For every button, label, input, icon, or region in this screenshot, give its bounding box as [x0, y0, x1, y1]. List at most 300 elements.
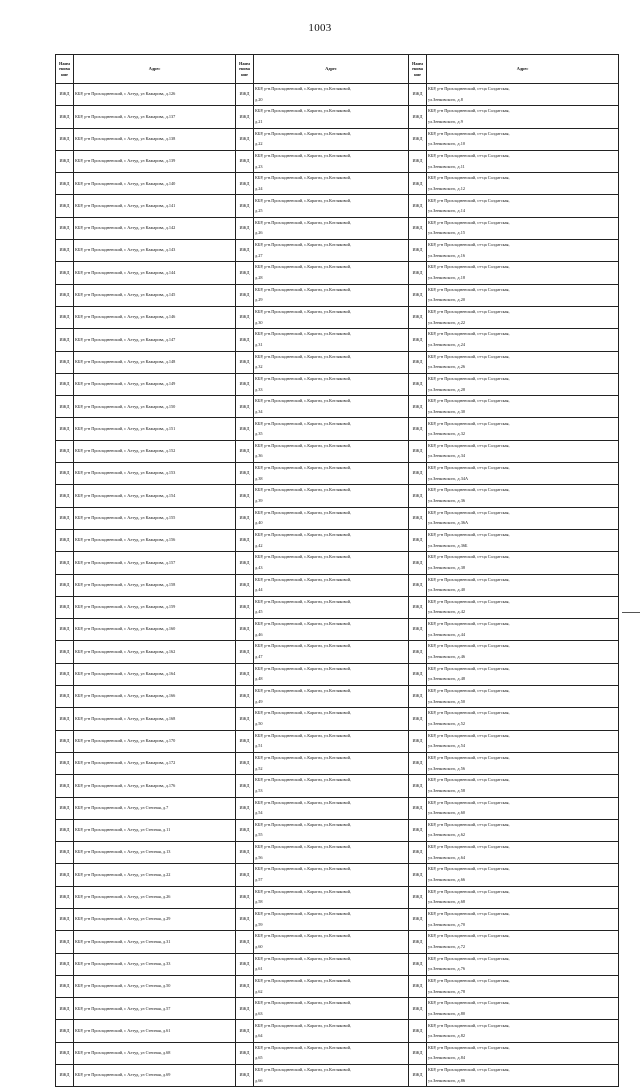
kind-cell: ИЖД: [409, 306, 427, 328]
address-cell: [254, 373, 409, 395]
table-row: [56, 1020, 619, 1042]
table-row: [56, 195, 619, 217]
table-row: [56, 596, 619, 618]
address-cell: КБР, р-н Прохладненский, с Алтуд, ул Кажарова, д.164: [74, 663, 236, 685]
address-cell-line-1: КБР, р-н.Прохладненский, с.Карагач, ул.Котляковой,: [255, 754, 352, 760]
address-cell-line-1: КБР, р-н.Прохладненский, с.Карагач, ул.Котляковой,: [255, 531, 352, 537]
kind-cell: ИЖД: [236, 440, 254, 462]
kind-cell: ИЖД: [56, 306, 74, 328]
header-address-3: Адрес: [427, 55, 619, 84]
address-cell-line-1: КБР, р-н Прохладненский, ст-ца Солдатская,: [428, 531, 510, 537]
address-cell-line-1: КБР, р-н Прохладненский, ст-ца Солдатская,: [428, 130, 510, 136]
address-cell-line-1: КБР, р-н.Прохладненский, с.Карагач, ул.Котляковой,: [255, 219, 352, 225]
address-cell-line-2: д.20: [255, 96, 263, 102]
kind-cell: ИЖД: [409, 1065, 427, 1087]
kind-cell: ИЖД: [409, 708, 427, 730]
address-cell-line-2: д.52: [255, 765, 263, 771]
address-cell-line-1: КБР, р-н Прохладненский, ст-ца Солдатская,: [428, 665, 510, 671]
address-cell-line-2: ул.Зенковского, д.26: [428, 364, 465, 370]
kind-cell: ИЖД: [56, 908, 74, 930]
table-row: [56, 396, 619, 418]
table-row: [56, 775, 619, 797]
address-cell: [427, 931, 619, 953]
address-cell: КБР, р-н Прохладненский, с Алтуд, ул Степная, д.61: [74, 1020, 236, 1042]
address-cell: [254, 1065, 409, 1087]
address-cell: [254, 173, 409, 195]
address-cell-line-1: КБР, р-н.Прохладненский, с.Карагач, ул.Котляковой,: [255, 309, 352, 315]
kind-cell: ИЖД: [409, 217, 427, 239]
address-cell-line-1: КБР, р-н Прохладненский, ст-ца Солдатская,: [428, 688, 510, 694]
table-row: [56, 106, 619, 128]
address-cell-line-1: КБР, р-н Прохладненский, ст-ца Солдатская,: [428, 509, 510, 515]
address-cell: [254, 730, 409, 752]
kind-cell: ИЖД: [56, 463, 74, 485]
address-cell: КБР, р-н Прохладненский, с Алтуд, ул Кажарова, д.152: [74, 440, 236, 462]
kind-cell: ИЖД: [409, 864, 427, 886]
kind-cell: ИЖД: [236, 953, 254, 975]
address-cell-line-1: КБР, р-н.Прохладненский, с.Карагач, ул.Котляковой,: [255, 331, 352, 337]
address-cell: КБР, р-н Прохладненский, с Алтуд, ул Кажарова, д.140: [74, 173, 236, 195]
address-cell: КБР, р-н Прохладненский, с Алтуд, ул Степная, д.29: [74, 908, 236, 930]
address-cell: [254, 440, 409, 462]
address-cell-line-1: КБР, р-н.Прохладненский, с.Карагач, ул.Котляковой,: [255, 732, 352, 738]
kind-cell: ИЖД: [236, 106, 254, 128]
table-row: [56, 529, 619, 551]
address-cell: КБР, р-н Прохладненский, с Алтуд, ул Степная, д.22: [74, 864, 236, 886]
kind-cell: ИЖД: [409, 552, 427, 574]
address-cell-line-1: КБР, р-н Прохладненский, ст-ца Солдатская,: [428, 152, 510, 158]
address-cell-line-2: д.48: [255, 676, 263, 682]
address-cell: [427, 529, 619, 551]
kind-cell: ИЖД: [56, 708, 74, 730]
address-cell: [427, 240, 619, 262]
kind-cell: ИЖД: [56, 842, 74, 864]
address-cell: [427, 128, 619, 150]
table-row: [56, 306, 619, 328]
address-cell-line-1: КБР, р-н.Прохладненский, с.Карагач, ул.Котляковой,: [255, 933, 352, 939]
address-cell: КБР, р-н Прохладненский, с Алтуд, ул Кажарова, д.147: [74, 329, 236, 351]
address-cell-line-1: КБР, р-н.Прохладненский, с.Карагач, ул.Котляковой,: [255, 710, 352, 716]
address-cell: КБР, р-н Прохладненский, с Алтуд, ул Кажарова, д.162: [74, 641, 236, 663]
address-cell: КБР, р-н Прохладненский, с Алтуд, ул Степная, д.31: [74, 931, 236, 953]
address-cell: [254, 842, 409, 864]
kind-cell: ИЖД: [56, 819, 74, 841]
address-cell: [254, 931, 409, 953]
address-cell-line-2: ул.Зенковского, д.80: [428, 1010, 465, 1016]
address-cell: [254, 953, 409, 975]
address-cell: [427, 1065, 619, 1087]
address-cell-line-1: КБР, р-н Прохладненский, ст-ца Солдатская,: [428, 955, 510, 961]
address-cell-line-2: д.24: [255, 185, 263, 191]
address-cell: [427, 329, 619, 351]
address-cell: [427, 173, 619, 195]
kind-cell: ИЖД: [409, 396, 427, 418]
address-cell-line-2: ул.Зенковского, д.62: [428, 832, 465, 838]
address-cell-line-1: КБР, р-н Прохладненский, ст-ца Солдатская,: [428, 1000, 510, 1006]
address-cell-line-1: КБР, р-н.Прохладненский, с.Карагач, ул.Котляковой,: [255, 1000, 352, 1006]
address-cell-line-2: д.49: [255, 698, 263, 704]
address-cell: [427, 217, 619, 239]
kind-cell: ИЖД: [409, 998, 427, 1020]
address-cell-line-2: д.45: [255, 609, 263, 615]
address-cell-line-2: д.63: [255, 1010, 263, 1016]
address-cell-line-1: КБР, р-н Прохладненский, ст-ца Солдатская,: [428, 420, 510, 426]
address-cell-line-2: д.25: [255, 208, 263, 214]
kind-cell: ИЖД: [409, 775, 427, 797]
table-row: [56, 463, 619, 485]
kind-cell: ИЖД: [236, 262, 254, 284]
address-cell: КБР, р-н Прохладненский, с Алтуд, ул Степная, д.50: [74, 975, 236, 997]
address-cell: [254, 641, 409, 663]
address-cell-line-2: д.56: [255, 854, 263, 860]
address-cell-line-2: ул.Зенковского, д.78: [428, 988, 465, 994]
address-cell-line-1: КБР, р-н Прохладненский, ст-ца Солдатская,: [428, 821, 510, 827]
kind-cell: ИЖД: [236, 663, 254, 685]
address-cell: [254, 596, 409, 618]
address-cell-line-1: КБР, р-н Прохладненский, ст-ца Солдатская,: [428, 398, 510, 404]
address-cell: [254, 84, 409, 106]
address-cell-line-2: ул.Зенковского, д.9: [428, 118, 463, 124]
kind-cell: ИЖД: [409, 173, 427, 195]
address-cell: КБР, р-н Прохладненский, с Алтуд, ул Степная, д.57: [74, 998, 236, 1020]
address-cell: КБР, р-н Прохладненский, с Алтуд, ул Кажарова, д.148: [74, 351, 236, 373]
address-cell: [427, 842, 619, 864]
address-cell: КБР, р-н Прохладненский, с Алтуд, ул Кажарова, д.159: [74, 596, 236, 618]
kind-cell: ИЖД: [56, 173, 74, 195]
kind-cell: ИЖД: [236, 1020, 254, 1042]
address-cell: [254, 485, 409, 507]
kind-cell: ИЖД: [56, 596, 74, 618]
address-cell-line-1: КБР, р-н.Прохладненский, с.Карагач, ул.Котляковой,: [255, 688, 352, 694]
address-cell: [254, 217, 409, 239]
address-cell-line-2: д.47: [255, 654, 263, 660]
address-cell: [254, 864, 409, 886]
address-cell-line-2: ул.Зенковского, д.44: [428, 631, 465, 637]
address-cell: [427, 686, 619, 708]
table-row: [56, 663, 619, 685]
address-cell-line-2: д.46: [255, 631, 263, 637]
address-cell-line-2: д.61: [255, 966, 263, 972]
address-cell-line-1: КБР, р-н.Прохладненский, с.Карагач, ул.Котляковой,: [255, 554, 352, 560]
address-cell: [427, 84, 619, 106]
address-cell: [254, 619, 409, 641]
address-cell-line-2: д.22: [255, 141, 263, 147]
address-cell-line-2: д.36: [255, 453, 263, 459]
kind-cell: ИЖД: [409, 596, 427, 618]
kind-cell: ИЖД: [236, 708, 254, 730]
address-cell: [254, 418, 409, 440]
kind-cell: ИЖД: [236, 173, 254, 195]
address-cell-line-1: КБР, р-н.Прохладненский, с.Карагач, ул.Котляковой,: [255, 1067, 352, 1073]
kind-cell: ИЖД: [56, 128, 74, 150]
address-cell: КБР, р-н Прохладненский, с Алтуд, ул Кажарова, д.126: [74, 84, 236, 106]
table-row: [56, 708, 619, 730]
kind-cell: ИЖД: [56, 396, 74, 418]
address-cell-line-2: ул.Зенковского, д.40: [428, 587, 465, 593]
address-cell-line-2: д.32: [255, 364, 263, 370]
address-cell: [254, 529, 409, 551]
table-row: [56, 641, 619, 663]
address-cell-line-2: ул.Зенковского, д.50: [428, 698, 465, 704]
kind-cell: ИЖД: [409, 953, 427, 975]
address-cell-line-2: ул.Зенковского, д.52: [428, 720, 465, 726]
address-cell: КБР, р-н Прохладненский, с Алтуд, ул Степная, д.33: [74, 953, 236, 975]
address-cell: КБР, р-н Прохладненский, с Алтуд, ул Кажарова, д.141: [74, 195, 236, 217]
address-cell-line-2: д.27: [255, 252, 263, 258]
address-cell: [427, 150, 619, 172]
address-cell-line-1: КБР, р-н Прохладненский, ст-ца Солдатская,: [428, 911, 510, 917]
table-row: [56, 173, 619, 195]
address-cell-line-2: ул.Зенковского, д.28: [428, 386, 465, 392]
address-cell-line-2: д.39: [255, 497, 263, 503]
address-cell-line-2: д.33: [255, 386, 263, 392]
kind-cell: ИЖД: [56, 284, 74, 306]
address-cell-line-1: КБР, р-н Прохладненский, ст-ца Солдатская,: [428, 732, 510, 738]
kind-cell: ИЖД: [236, 396, 254, 418]
address-cell-line-1: КБР, р-н Прохладненский, ст-ца Солдатская,: [428, 242, 510, 248]
kind-cell: ИЖД: [409, 730, 427, 752]
kind-cell: ИЖД: [409, 1042, 427, 1064]
address-cell: КБР, р-н Прохладненский, с Алтуд, ул Кажарова, д.170: [74, 730, 236, 752]
address-cell: [427, 886, 619, 908]
kind-cell: ИЖД: [409, 463, 427, 485]
address-cell-line-2: ул.Зенковского, д.34А: [428, 475, 469, 481]
address-cell: КБР, р-н Прохладненский, с Алтуд, ул Кажарова, д.142: [74, 217, 236, 239]
kind-cell: ИЖД: [236, 529, 254, 551]
address-cell-line-1: КБР, р-н Прохладненский, ст-ца Солдатская,: [428, 442, 510, 448]
kind-cell: ИЖД: [409, 529, 427, 551]
kind-cell: ИЖД: [409, 619, 427, 641]
address-cell-line-1: КБР, р-н Прохладненский, ст-ца Солдатская,: [428, 643, 510, 649]
kind-cell: ИЖД: [236, 797, 254, 819]
address-cell: КБР, р-н Прохладненский, с Алтуд, ул Степная, д.7: [74, 797, 236, 819]
address-cell-line-2: д.60: [255, 943, 263, 949]
address-cell-line-2: ул.Зенковского, д.56: [428, 765, 465, 771]
kind-cell: ИЖД: [409, 106, 427, 128]
address-cell: [427, 306, 619, 328]
address-cell-line-1: КБР, р-н.Прохладненский, с.Карагач, ул.Котляковой,: [255, 86, 352, 92]
kind-cell: ИЖД: [236, 775, 254, 797]
address-cell-line-1: КБР, р-н.Прохладненский, с.Карагач, ул.Котляковой,: [255, 175, 352, 181]
address-cell-line-1: КБР, р-н.Прохладненский, с.Карагач, ул.Котляковой,: [255, 643, 352, 649]
kind-cell: ИЖД: [409, 351, 427, 373]
address-cell-line-1: КБР, р-н Прохладненский, ст-ца Солдатская,: [428, 175, 510, 181]
kind-cell: ИЖД: [236, 908, 254, 930]
kind-cell: ИЖД: [236, 641, 254, 663]
table-row: [56, 1065, 619, 1087]
kind-cell: ИЖД: [236, 485, 254, 507]
address-cell-line-2: д.54: [255, 810, 263, 816]
address-cell-line-1: КБР, р-н.Прохладненский, с.Карагач, ул.Котляковой,: [255, 911, 352, 917]
table-row: [56, 373, 619, 395]
address-cell: КБР, р-н Прохладненский, с Алтуд, ул Кажарова, д.138: [74, 128, 236, 150]
address-cell-line-2: ул.Зенковского, д.12: [428, 185, 465, 191]
kind-cell: ИЖД: [236, 596, 254, 618]
address-cell-line-2: д.21: [255, 118, 263, 124]
table-row: [56, 574, 619, 596]
address-cell: КБР, р-н Прохладненский, с Алтуд, ул Кажарова, д.157: [74, 552, 236, 574]
address-cell-line-2: ул.Зенковского, д.82: [428, 1033, 465, 1039]
address-cell: [427, 485, 619, 507]
kind-cell: ИЖД: [409, 1020, 427, 1042]
kind-cell: ИЖД: [409, 440, 427, 462]
address-cell-line-2: д.43: [255, 564, 263, 570]
address-cell: [427, 1042, 619, 1064]
address-cell-line-2: д.62: [255, 988, 263, 994]
address-cell-line-1: КБР, р-н Прохладненский, ст-ца Солдатская,: [428, 710, 510, 716]
kind-cell: ИЖД: [236, 998, 254, 1020]
address-cell-line-1: КБР, р-н.Прохладненский, с.Карагач, ул.Котляковой,: [255, 197, 352, 203]
table-row: [56, 819, 619, 841]
address-cell-line-2: ул.Зенковского, д.68: [428, 899, 465, 905]
table-row: [56, 886, 619, 908]
address-cell-line-2: д.59: [255, 921, 263, 927]
table-row: [56, 440, 619, 462]
kind-cell: ИЖД: [236, 195, 254, 217]
kind-cell: ИЖД: [56, 84, 74, 106]
table-row: [56, 418, 619, 440]
address-cell: КБР, р-н Прохладненский, с Алтуд, ул Кажарова, д.156: [74, 529, 236, 551]
address-cell-line-2: д.38: [255, 475, 263, 481]
address-cell-line-2: ул.Зенковского, д.66: [428, 877, 465, 883]
address-cell-line-1: КБР, р-н Прохладненский, ст-ца Солдатская,: [428, 844, 510, 850]
header-kind-2: Наим енова ние: [236, 55, 254, 84]
address-cell: [254, 574, 409, 596]
address-cell: [254, 708, 409, 730]
address-cell: КБР, р-н Прохладненский, с Алтуд, ул Кажарова, д.150: [74, 396, 236, 418]
kind-cell: ИЖД: [409, 150, 427, 172]
kind-cell: ИЖД: [56, 1065, 74, 1087]
kind-cell: ИЖД: [56, 351, 74, 373]
kind-cell: ИЖД: [56, 864, 74, 886]
address-cell-line-2: ул.Зенковского, д.46: [428, 654, 465, 660]
kind-cell: ИЖД: [56, 529, 74, 551]
address-cell: [254, 306, 409, 328]
kind-cell: ИЖД: [409, 931, 427, 953]
kind-cell: ИЖД: [56, 730, 74, 752]
kind-cell: ИЖД: [409, 128, 427, 150]
address-cell-line-1: КБР, р-н Прохладненский, ст-ца Солдатская,: [428, 576, 510, 582]
kind-cell: ИЖД: [409, 195, 427, 217]
kind-cell: ИЖД: [236, 1065, 254, 1087]
address-cell: [254, 775, 409, 797]
kind-cell: ИЖД: [236, 752, 254, 774]
kind-cell: ИЖД: [409, 240, 427, 262]
address-cell-line-2: ул.Зенковского, д.30: [428, 408, 465, 414]
address-cell: [254, 908, 409, 930]
table-row: [56, 128, 619, 150]
address-cell-line-1: КБР, р-н Прохладненский, ст-ца Солдатская,: [428, 777, 510, 783]
address-cell: [427, 463, 619, 485]
address-cell: [254, 507, 409, 529]
address-cell: [254, 1020, 409, 1042]
address-cell: КБР, р-н Прохладненский, с Алтуд, ул Кажарова, д.160: [74, 619, 236, 641]
address-cell: [254, 686, 409, 708]
kind-cell: ИЖД: [56, 663, 74, 685]
address-cell-line-1: КБР, р-н Прохладненский, ст-ца Солдатская,: [428, 465, 510, 471]
kind-cell: ИЖД: [56, 619, 74, 641]
kind-cell: ИЖД: [236, 351, 254, 373]
address-cell-line-2: ул.Зенковского, д.64: [428, 854, 465, 860]
kind-cell: ИЖД: [409, 663, 427, 685]
kind-cell: ИЖД: [56, 217, 74, 239]
kind-cell: ИЖД: [236, 1042, 254, 1064]
table-row: [56, 1042, 619, 1064]
address-cell-line-2: д.28: [255, 275, 263, 281]
address-cell-line-1: КБР, р-н.Прохладненский, с.Карагач, ул.Котляковой,: [255, 108, 352, 114]
address-cell-line-2: ул.Зенковского, д.72: [428, 943, 465, 949]
kind-cell: ИЖД: [409, 752, 427, 774]
address-cell-line-1: КБР, р-н.Прохладненский, с.Карагач, ул.Котляковой,: [255, 264, 352, 270]
address-cell-line-2: д.34: [255, 408, 263, 414]
address-cell-line-2: ул.Зенковского, д.38: [428, 564, 465, 570]
address-cell-line-2: д.55: [255, 832, 263, 838]
address-cell-line-1: КБР, р-н Прохладненский, ст-ца Солдатская,: [428, 353, 510, 359]
kind-cell: ИЖД: [236, 329, 254, 351]
address-cell-line-1: КБР, р-н.Прохладненский, с.Карагач, ул.Котляковой,: [255, 866, 352, 872]
address-cell: [427, 195, 619, 217]
address-cell: [427, 819, 619, 841]
table-row: [56, 351, 619, 373]
address-cell-line-1: КБР, р-н.Прохладненский, с.Карагач, ул.Котляковой,: [255, 487, 352, 493]
kind-cell: ИЖД: [56, 507, 74, 529]
kind-cell: ИЖД: [56, 1020, 74, 1042]
address-cell: [427, 574, 619, 596]
address-cell: [427, 775, 619, 797]
table-row: [56, 507, 619, 529]
address-cell: [427, 619, 619, 641]
address-cell-line-2: ул.Зенковского, д.20: [428, 297, 465, 303]
kind-cell: ИЖД: [236, 730, 254, 752]
address-cell: КБР, р-н Прохладненский, с Алтуд, ул Кажарова, д.176: [74, 775, 236, 797]
kind-cell: ИЖД: [236, 686, 254, 708]
kind-cell: ИЖД: [56, 886, 74, 908]
kind-cell: ИЖД: [56, 418, 74, 440]
address-cell: [427, 797, 619, 819]
address-cell-line-2: д.66: [255, 1077, 263, 1083]
address-cell-line-1: КБР, р-н Прохладненский, ст-ца Солдатская,: [428, 309, 510, 315]
address-cell: [254, 819, 409, 841]
header-kind-1: Наим енова ние: [56, 55, 74, 84]
address-cell-line-2: д.58: [255, 899, 263, 905]
kind-cell: ИЖД: [56, 262, 74, 284]
address-cell: КБР, р-н Прохладненский, с Алтуд, ул Кажарова, д.153: [74, 463, 236, 485]
kind-cell: ИЖД: [56, 373, 74, 395]
kind-cell: ИЖД: [236, 284, 254, 306]
address-cell-line-1: КБР, р-н Прохладненский, ст-ца Солдатская,: [428, 799, 510, 805]
address-cell-line-1: КБР, р-н.Прохладненский, с.Карагач, ул.Котляковой,: [255, 844, 352, 850]
address-cell-line-2: ул.Зенковского, д.60: [428, 810, 465, 816]
address-cell-line-1: КБР, р-н Прохладненский, ст-ца Солдатская,: [428, 219, 510, 225]
address-cell: [254, 195, 409, 217]
kind-cell: ИЖД: [56, 195, 74, 217]
kind-cell: ИЖД: [409, 284, 427, 306]
address-cell-line-2: д.50: [255, 720, 263, 726]
address-cell: [254, 262, 409, 284]
address-cell: КБР, р-н Прохладненский, с Алтуд, ул Кажарова, д.144: [74, 262, 236, 284]
address-cell-line-1: КБР, р-н Прохладненский, ст-ца Солдатская,: [428, 1067, 510, 1073]
address-cell: [254, 128, 409, 150]
address-cell: [427, 1020, 619, 1042]
address-cell-line-1: КБР, р-н.Прохладненский, с.Карагач, ул.Котляковой,: [255, 375, 352, 381]
address-cell-line-2: ул.Зенковского, д.36Б: [428, 542, 468, 548]
address-cell-line-1: КБР, р-н Прохладненский, ст-ца Солдатская,: [428, 888, 510, 894]
address-cell-line-1: КБР, р-н.Прохладненский, с.Карагач, ул.Котляковой,: [255, 509, 352, 515]
address-cell-line-1: КБР, р-н.Прохладненский, с.Карагач, ул.Котляковой,: [255, 353, 352, 359]
kind-cell: ИЖД: [56, 641, 74, 663]
kind-cell: ИЖД: [236, 150, 254, 172]
kind-cell: ИЖД: [56, 797, 74, 819]
